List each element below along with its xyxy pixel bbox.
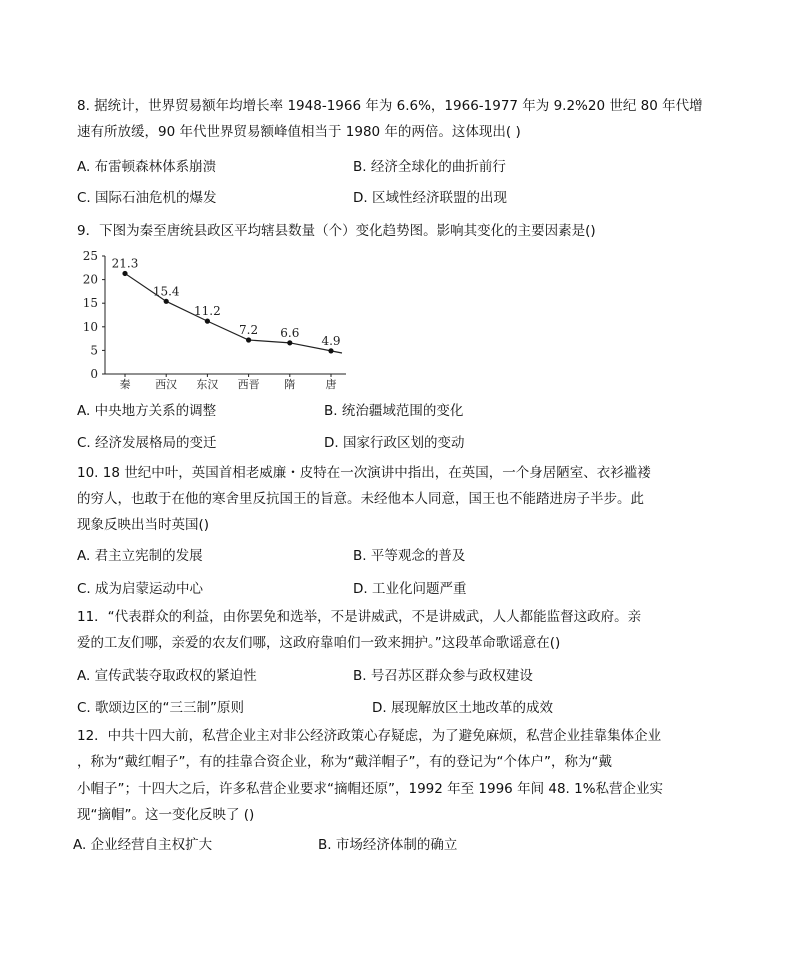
y-tick-label: 10: [82, 319, 98, 334]
chart-x-tick-labels: [120, 377, 337, 391]
q10-option-c: C. 成为启蒙运动中心: [77, 581, 204, 597]
q10-stem-line2: 的穷人，也敢于在他的寒舍里反抗国王的旨意。未经他本人同意，国王也不能踏进房子半步。此: [77, 491, 644, 507]
x-tick-label: 唐: [325, 378, 337, 391]
q12-stem-line3: 小帽子”；十四大之后，许多私营企业要求“摘帽还原”，1992 年至 1996 年间 48. 1%私营企业实: [77, 781, 664, 797]
x-tick-label: 秦: [119, 378, 131, 391]
data-point: [164, 299, 169, 304]
data-point: [287, 340, 292, 345]
chart-points: [122, 271, 333, 354]
q9-option-d: D. 国家行政区划的变动: [324, 435, 465, 451]
q9-option-a: A. 中央地方关系的调整: [77, 403, 217, 419]
data-point: [246, 337, 251, 342]
data-label: 6.6: [280, 325, 300, 340]
data-label: 15.4: [152, 284, 180, 299]
data-label: 7.2: [239, 323, 259, 338]
x-tick-label: 东汉: [196, 378, 219, 391]
q11-option-a: A. 宣传武装夺取政权的紧迫性: [77, 668, 257, 684]
q12-option-a: A. 企业经营自主权扩大: [73, 837, 213, 853]
q8-stem-line1: 8. 据统计，世界贸易额年均增长率 1948-1966 年为 6.6%，1966-1977 年为 9.2%20 世纪 80 年代增: [77, 98, 703, 114]
q11-option-c: C. 歌颂边区的“三三制”原则: [77, 700, 244, 716]
q12-stem-line2: ，称为“戴红帽子”，有的挂靠合资企业，称为“戴洋帽子”，有的登记为“个体户”，称为“戴: [77, 754, 612, 770]
q11-stem-line1: 11．“代表群众的利益，由你罢免和选举，不是讲威武，不是讲威武，人人都能监督这政府。亲: [77, 609, 642, 625]
q8-stem-line2: 速有所放缓，90 年代世界贸易额峰值相当于 1980 年的两倍。这体现出( ): [77, 124, 521, 140]
q8-option-a: A. 布雷顿森林体系崩溃: [77, 159, 217, 175]
data-point: [328, 348, 333, 353]
y-tick-label: 5: [90, 343, 98, 358]
data-label: 11.2: [194, 304, 221, 319]
q9-option-c: C. 经济发展格局的变迁: [77, 435, 217, 451]
y-tick-label: 0: [90, 367, 98, 381]
data-point: [205, 319, 210, 324]
q10-option-a: A. 君主立宪制的发展: [77, 548, 203, 564]
data-label: 4.9: [321, 333, 341, 348]
y-tick-label: 15: [82, 296, 98, 311]
q11-option-b: B. 号召苏区群众参与政权建设: [353, 668, 533, 684]
county-count-line-chart: [78, 248, 358, 398]
data-label: 21.3: [111, 256, 139, 271]
q10-option-b: B. 平等观念的普及: [353, 548, 466, 564]
x-tick-label: 隋: [284, 378, 296, 391]
y-tick-label: 20: [82, 272, 98, 287]
q9-stem-line1: 9．下图为秦至唐统县政区平均辖县数量（个）变化趋势图。影响其变化的主要因素是(): [77, 223, 596, 239]
q10-option-d: D. 工业化问题严重: [353, 581, 467, 597]
chart-data-labels: [112, 256, 341, 347]
q12-stem-line4: 现“摘帽”。这一变化反映了 (): [77, 807, 255, 823]
data-point: [122, 271, 127, 276]
q10-stem-line1: 10. 18 世纪中叶，英国首相老威廉・皮特在一次演讲中指出，在英国，一个身居陋室、衣衫褴褛: [77, 465, 651, 481]
q11-stem-line2: 爱的工友们哪，亲爱的农友们哪，这政府靠咱们一致来拥护。”这段革命歌谣意在(): [77, 635, 561, 651]
q8-option-c: C. 国际石油危机的爆发: [77, 190, 217, 206]
q8-option-b: B. 经济全球化的曲折前行: [353, 159, 506, 175]
q12-option-b: B. 市场经济体制的确立: [318, 837, 458, 853]
chart-y-tick-labels: [83, 249, 98, 381]
y-tick-label: 25: [82, 249, 98, 263]
x-tick-label: 西汉: [155, 378, 178, 391]
q9-option-b: B. 统治疆域范围的变化: [324, 403, 464, 419]
chart-axes: [102, 256, 346, 377]
q11-option-d: D. 展现解放区土地改革的成效: [372, 700, 553, 716]
q12-stem-line1: 12．中共十四大前，私营企业主对非公经济政策心存疑虑，为了避免麻烦，私营企业挂靠集体企业: [77, 728, 662, 744]
q8-option-d: D. 区域性经济联盟的出现: [353, 190, 507, 206]
x-tick-label: 西晋: [237, 378, 260, 391]
q10-stem-line3: 现象反映出当时英国(): [77, 517, 210, 533]
